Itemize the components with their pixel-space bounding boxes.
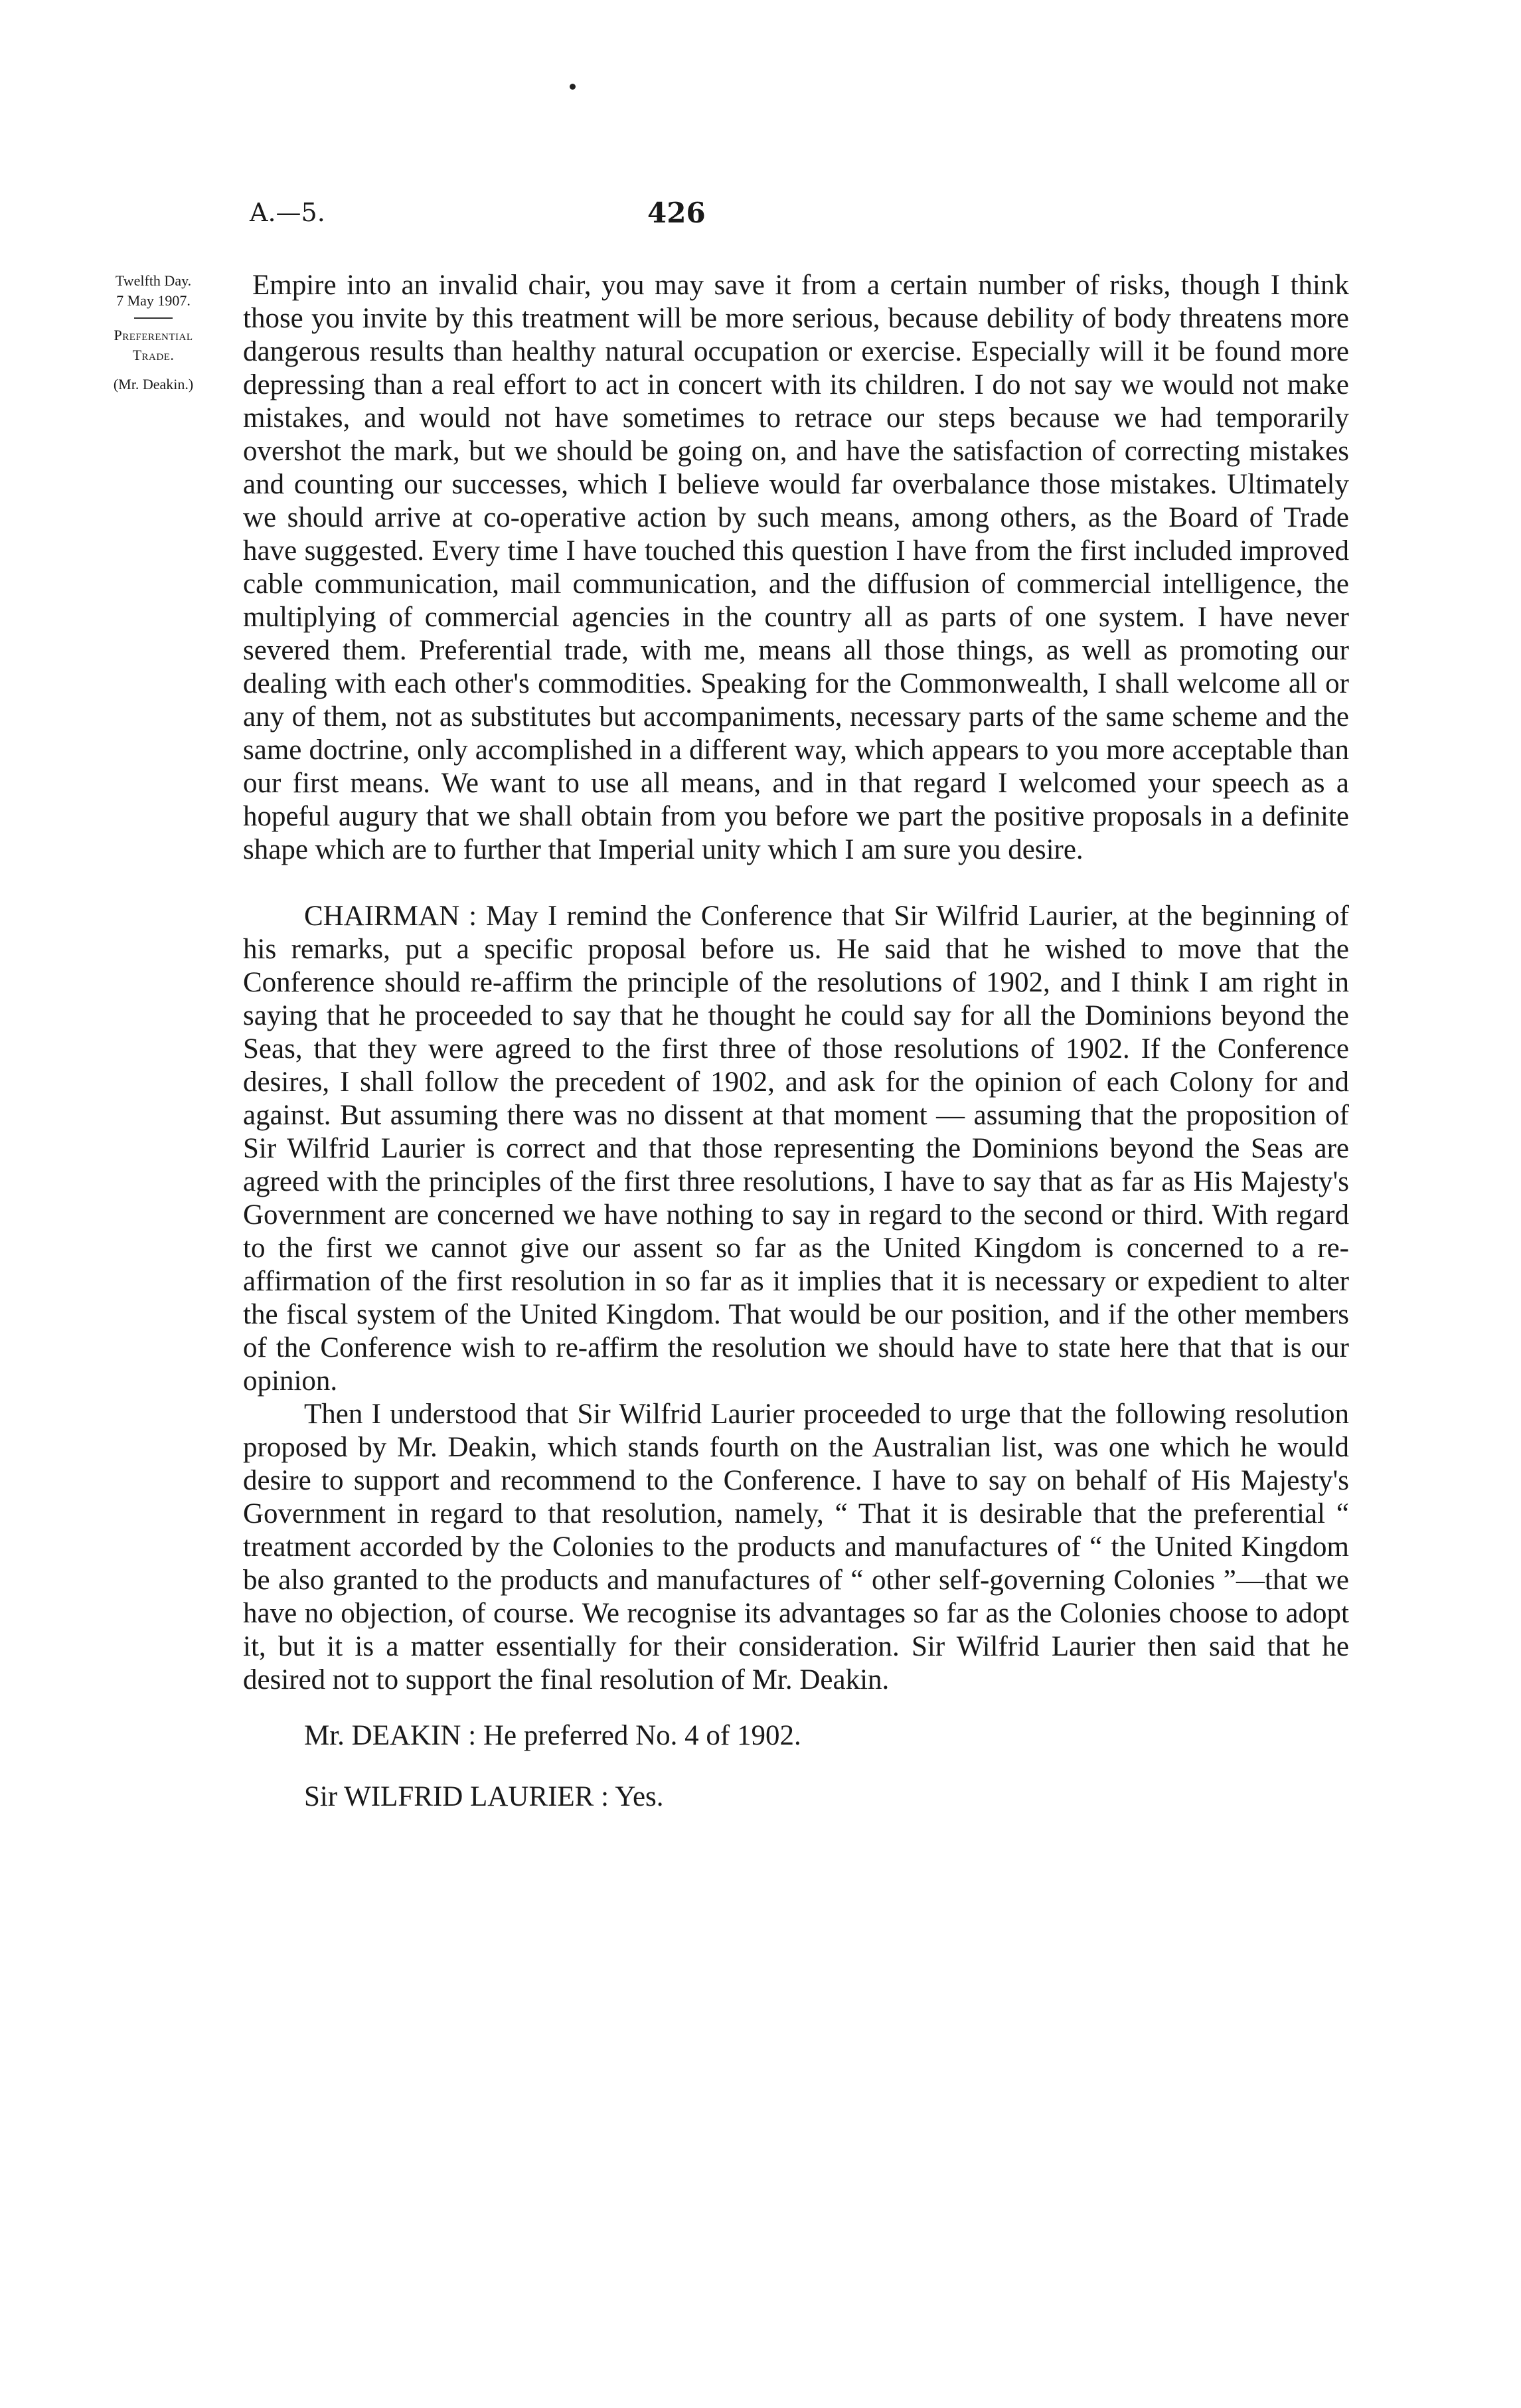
paragraph-chairman-continued: Then I understood that Sir Wilfrid Laurier proceeded to urge that the following resolution proposed by Mr. Deakin, which stands fourth on the Australian list, was one which he would desire to support and recommend to the Conference. I have to say on behalf of His Majesty's Government in regard to that resolution, namely, “ That it is desirable that the preferential “ treatment accorded by the Colonies to the products and manufactures of “ the United Kingdom be also granted to the products and manufactures of “ other self-governing Colonies ”—that we have no objection, of course. We recognise its advantages so far as the Colonies choose to adopt it, but it is a matter essentially for their consideration. Sir Wilfrid Laurier then said that he desired not to support the final resolution of Mr. Deakin. [243,1399,1349,1695]
exchange-laurier [243,1780,1349,1814]
speaker-name: Mr. DEAKIN : [304,1720,477,1751]
margin-topic-line2: Trade. [132,347,175,363]
margin-notes [66,271,240,394]
margin-day: Twelfth Day. [115,272,192,289]
speaker-name: Sir WILFRID LAURIER : [304,1781,609,1812]
paragraph-deakin-continued: Empire into an invalid chair, you may save it from a certain number of risks, though I think those you invite by this treatment will be more serious, because debility of body threatens more dangerous results than healthy natural occupation or exercise. Especially will it be found more depressing than a real effort to act in concert with its children. I do not say we would not make mistakes, and would not have sometimes to retrace our steps because we had temporarily overshot the mark, but we should be going on, and have the satisfaction of correcting mistakes and counting our successes, which I believe would far overbalance those mistakes. Ultimately we should arrive at co-operative action by such means, among others, as the Board of Trade have suggested. Every time I have touched this question I have from the first included improved cable communication, mail communication, and the diffusion of commercial intelligence, the multiplying of commercial agencies in the country all as parts of one system. I have never severed them. Preferential trade, with me, means all those things, as well as promoting our dealing with each other's commodities. Speaking for the Commonwealth, I shall welcome all or any of them, not as substitutes but accompaniments, necessary parts of the same scheme and the same doctrine, only accomplished in a different way, which appears to you more acceptable than our first means. We want to use all means, and in that regard I welcomed your speech as a hopeful augury that we shall obtain from you before we part the positive proposals in a definite shape which are to further that Imperial unity which I am sure you desire. [243,270,1349,865]
margin-divider [134,317,173,319]
page-number: 426 [647,197,706,229]
margin-speaker: (Mr. Deakin.) [113,376,194,392]
paragraph-chairman: CHAIRMAN : May I remind the Conference that Sir Wilfrid Laurier, at the beginning of his remarks, put a specific proposal before us. He said that he wished to move that the Conference should re-affirm the principle of the resolutions of 1902, and I think I am right in saying that he proceeded to say that he thought he could say for all the Dominions beyond the Seas, that they were agreed to the first three of those resolutions of 1902. If the Conference desires, I shall follow the precedent of 1902, and ask for the opinion of each Colony for and against. But assuming there was no dissent at that moment — assuming that the proposition of Sir Wilfrid Laurier is correct and that those representing the Dominions beyond the Seas are agreed with the principles of the first three resolutions, I have to say that as far as His Majesty's Government are concerned we have nothing to say in regard to the second or third. With regard to the first we cannot give our assent so far as the United Kingdom is concerned to a re-affirmation of the first resolution in so far as it implies that it is necessary or expedient to alter the fiscal system of the United Kingdom. That would be our position, and if the other members of the Conference wish to re-affirm the resolution we should have to state here that that is our opinion. [243,901,1349,1397]
speaker-text: Yes. [615,1781,664,1812]
document-reference: A.—5. [250,198,325,227]
stray-dot [570,84,576,90]
exchange-deakin [243,1719,1349,1753]
margin-date: 7 May 1907. [116,292,191,309]
margin-topic-line1: Preferential [114,327,193,343]
body-text [243,269,1349,1814]
speaker-text: He preferred No. 4 of 1902. [483,1720,801,1751]
